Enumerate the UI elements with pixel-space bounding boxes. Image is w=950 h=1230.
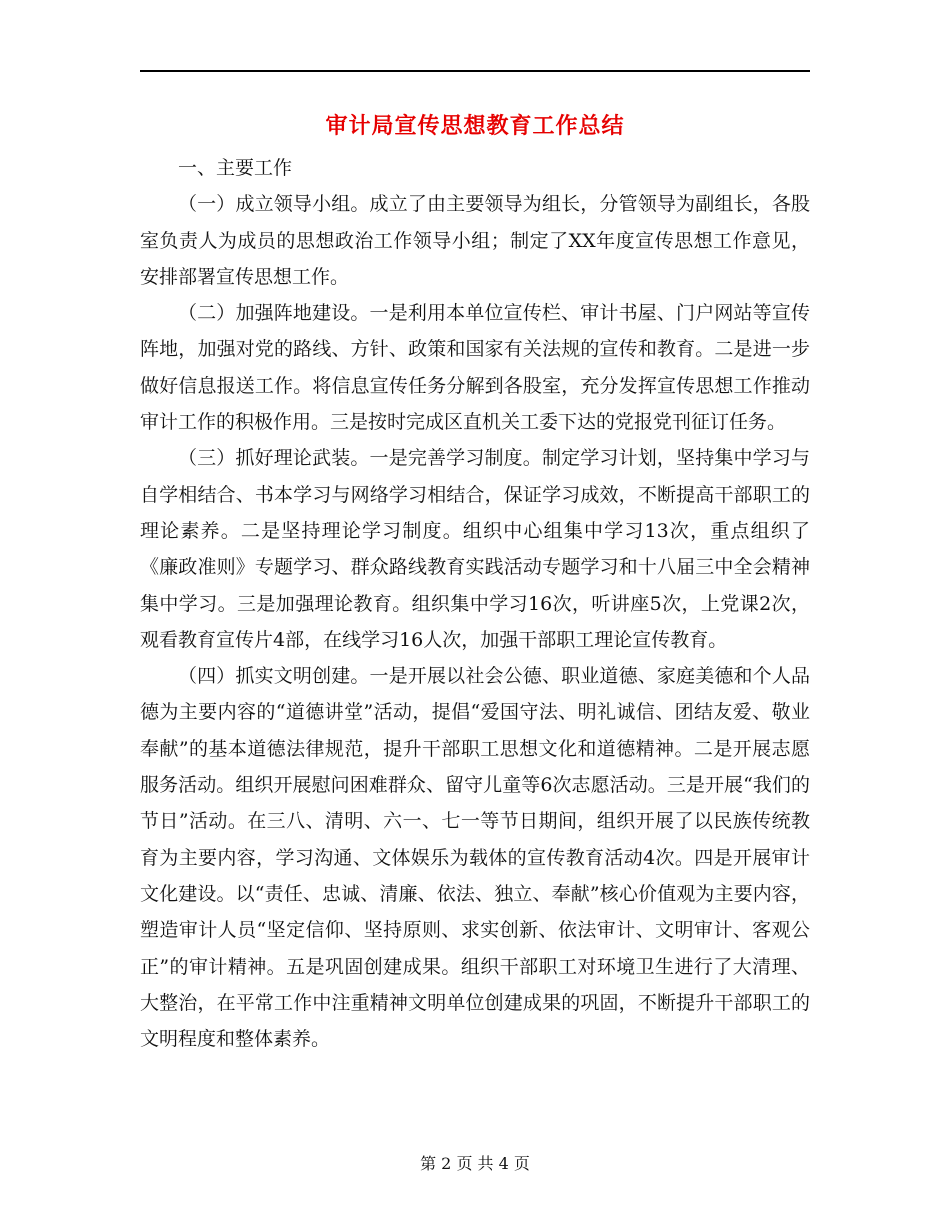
paragraph-civilization-creation: （四）抓实文明创建。一是开展以社会公德、职业道德、家庭美德和个人品德为主要内容的“道德讲堂”活动，提倡“爱国守法、明礼诚信、团结友爱、敬业奉献”的基本道德法律规范，提升干部职工思想文化和道德精神。二是开展志愿服务活动。组织开展慰问困难群众、留守儿童等6次志愿活动。三是开展“我们的节日”活动。在三八、清明、六一、七一等节日期间，组织开展了以民族传统教育为主要内容，学习沟通、文体娱乐为载体的宣传教育活动4次。四是开展审计文化建设。以“责任、忠诚、清廉、依法、独立、奉献”核心价值观为主要内容，塑造审计人员“坚定信仰、坚持原则、求实创新、依法审计、文明审计、客观公正”的审计精神。五是巩固创建成果。组织干部职工对环境卫生进行了大清理、大整治，在平常工作中注重精神文明单位创建成果的巩固，不断提升干部职工的文明程度和整体素养。 bbox=[140, 665, 810, 1051]
paragraph-leadership-group: （一）成立领导小组。成立了由主要领导为组长，分管领导为副组长，各股室负责人为成员的思想政治工作领导小组；制定了XX年度宣传思想工作意见，安排部署宣传思想工作。 bbox=[140, 193, 810, 288]
section-heading: 一、主要工作 bbox=[178, 157, 293, 179]
document-body bbox=[140, 150, 810, 1057]
paragraph-theory-study: （三）抓好理论武装。一是完善学习制度。制定学习计划，坚持集中学习与自学相结合、书本学习与网络学习相结合，保证学习成效，不断提高干部职工的理论素养。二是坚持理论学习制度。组织中心组集中学习13次，重点组织了《廉政准则》专题学习、群众路线教育实践活动专题学习和十八届三中全会精神集中学习。三是加强理论教育。组织集中学习16次，听讲座5次，上党课2次，观看教育宣传片4部，在线学习16人次，加强干部职工理论宣传教育。 bbox=[140, 447, 810, 651]
page-number-footer: 第 2 页 共 4 页 bbox=[420, 1154, 530, 1173]
header-rule bbox=[140, 70, 810, 72]
document-title: 审计局宣传思想教育工作总结 bbox=[325, 113, 625, 139]
paragraph-position-building: （二）加强阵地建设。一是利用本单位宣传栏、审计书屋、门户网站等宣传阵地，加强对党的路线、方针、政策和国家有关法规的宣传和教育。二是进一步做好信息报送工作。将信息宣传任务分解到各股室，充分发挥宣传思想工作推动审计工作的积极作用。三是按时完成区直机关工委下达的党报党刊征订任务。 bbox=[140, 302, 810, 434]
